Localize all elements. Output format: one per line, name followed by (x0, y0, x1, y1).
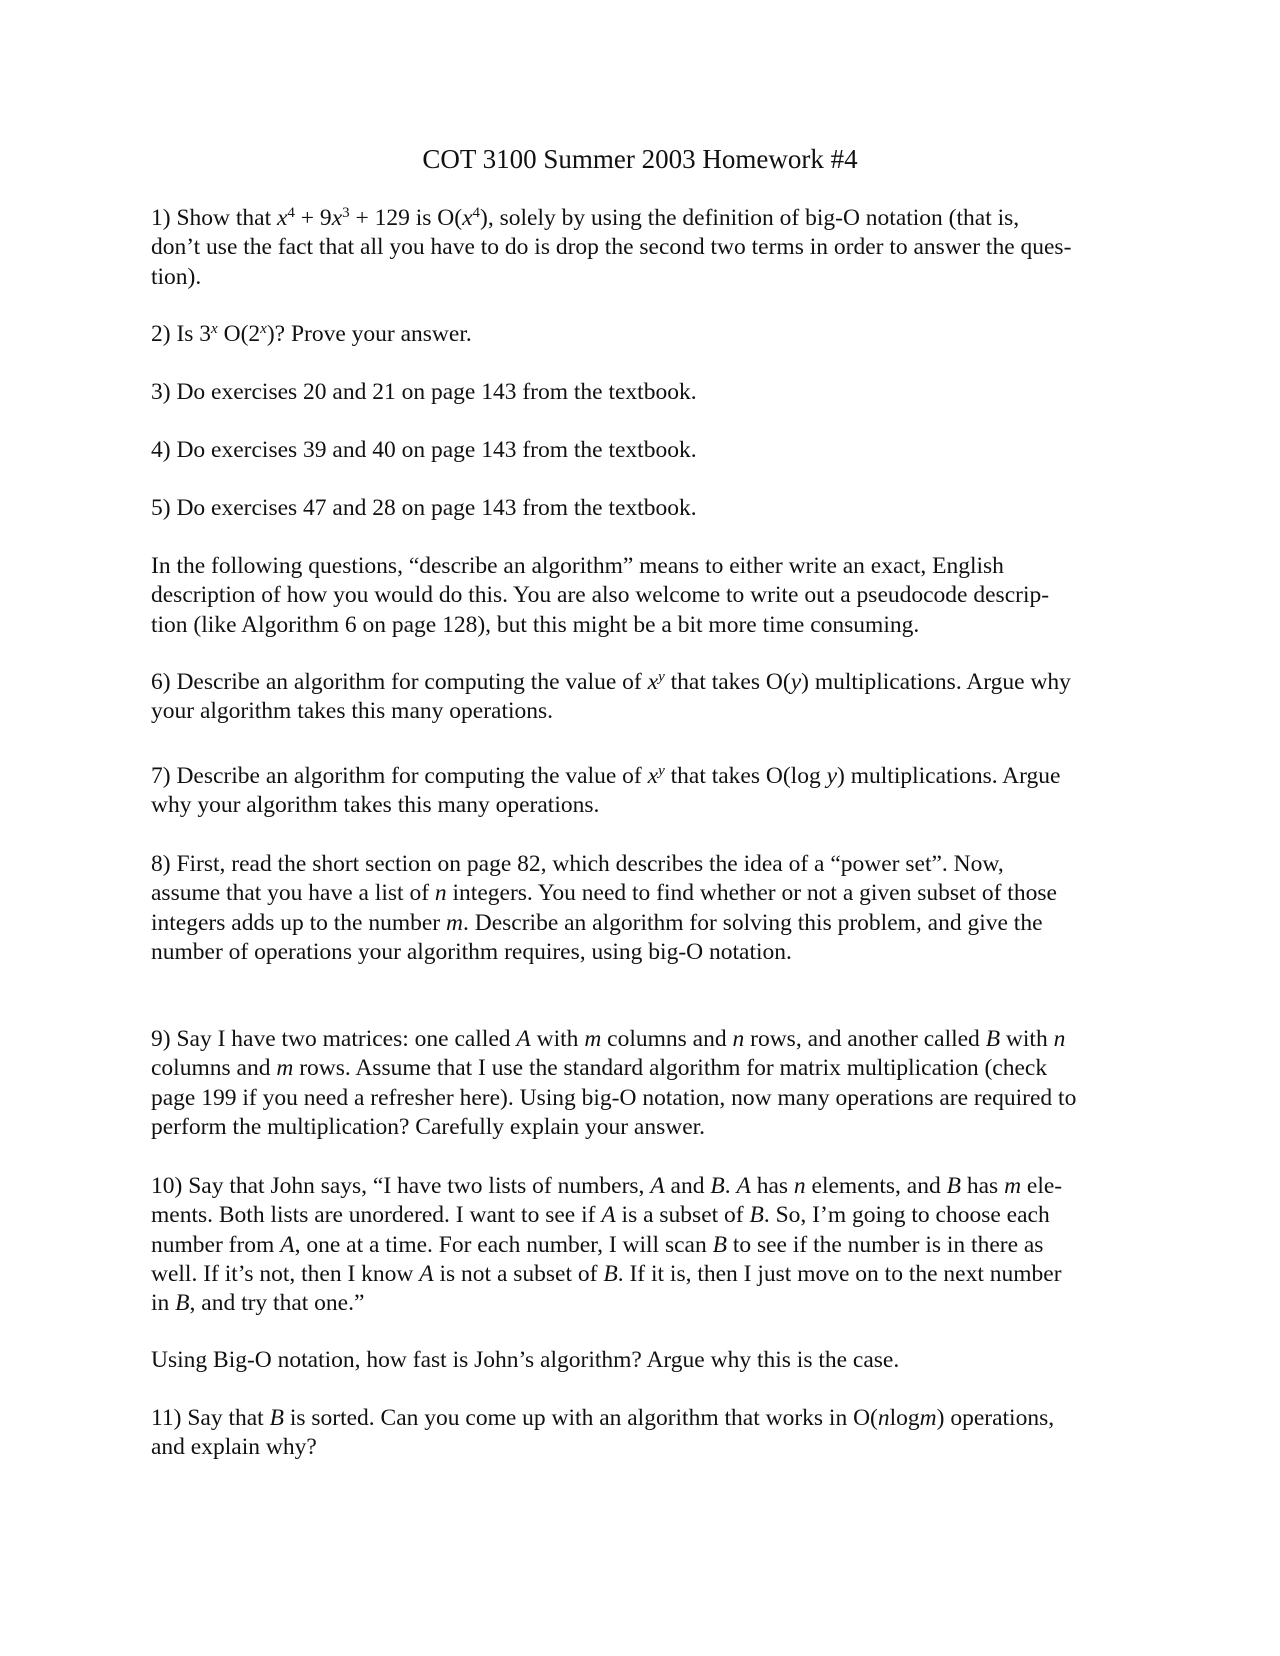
question-9: 9) Say I have two matrices: one called A with m columns and n rows, and another called B with n columns and m rows. Assume that I use the standard algorithm for matrix multiplication (check page 199 if you need a refresher here). Using big-O notation, now many operations are required to perform the multiplication? Carefully explain your answer. (151, 1026, 1077, 1140)
question-10-followup: Using Big-O notation, how fast is John’s algorithm? Argue why this is the case. (151, 1347, 900, 1373)
instructions-paragraph: In the following questions, “describe an algorithm” means to either write an exact, English description of how you would do this. You are also welcome to write out a pseudocode descrip- tion (like Algorithm 6 on page 128), but this might be a bit more time consuming. (151, 553, 1050, 638)
question-1: 1) Show that $x^4 + 9x^3 + 129$ is $O(x^4)$, solely by using the definition of big-O notation (that is, don’t use the fact that all you have to do is drop the second two terms in order to answer the ques- tion). (151, 204, 1072, 290)
question-8: 8) First, read the short section on page 82, which describes the idea of a “power set”. Now, assume that you have a list of n integers. You need to find whether or not a given subset of those integers adds up to the number m. Describe an algorithm for solving this problem, and give the number of operations your algorithm requires, using big-O notation. (151, 851, 1057, 965)
question-7: 7) Describe an algorithm for computing the value of $x^y$ that takes O(log y) multiplications. Argue why your algorithm takes this many operations. (151, 762, 1061, 819)
question-2: 2) Is 3$^x$ O(2$^x$)? Prove your answer. (151, 320, 472, 347)
question-10: 10) Say that John says, “I have two lists of numbers, A and B. A has n elements, and B has m ele- ments. Both lists are unordered. I want to see if A is a subset of B. So, I’m going to choose each number from A, one at a time. For each number, I will scan B to see if the number is in there as well. If it’s not, then I know A is not a subset of B. If it is, then I just move on to the next number in B, and try that one.” (151, 1173, 1063, 1317)
question-11: 11) Say that B is sorted. Can you come up with an algorithm that works in O(nlogm) operations, and explain why? (151, 1405, 1055, 1461)
question-6: 6) Describe an algorithm for computing the value of $x^y$ that takes O(y) multiplications. Argue why your algorithm takes this many operations. (151, 668, 1071, 725)
page-title: COT 3100 Summer 2003 Homework #4 (422, 144, 858, 174)
question-4: 4) Do exercises 39 and 40 on page 143 from the textbook. (151, 437, 697, 463)
question-5: 5) Do exercises 47 and 28 on page 143 from the textbook. (151, 495, 697, 521)
question-3: 3) Do exercises 20 and 21 on page 143 from the textbook. (151, 379, 697, 405)
